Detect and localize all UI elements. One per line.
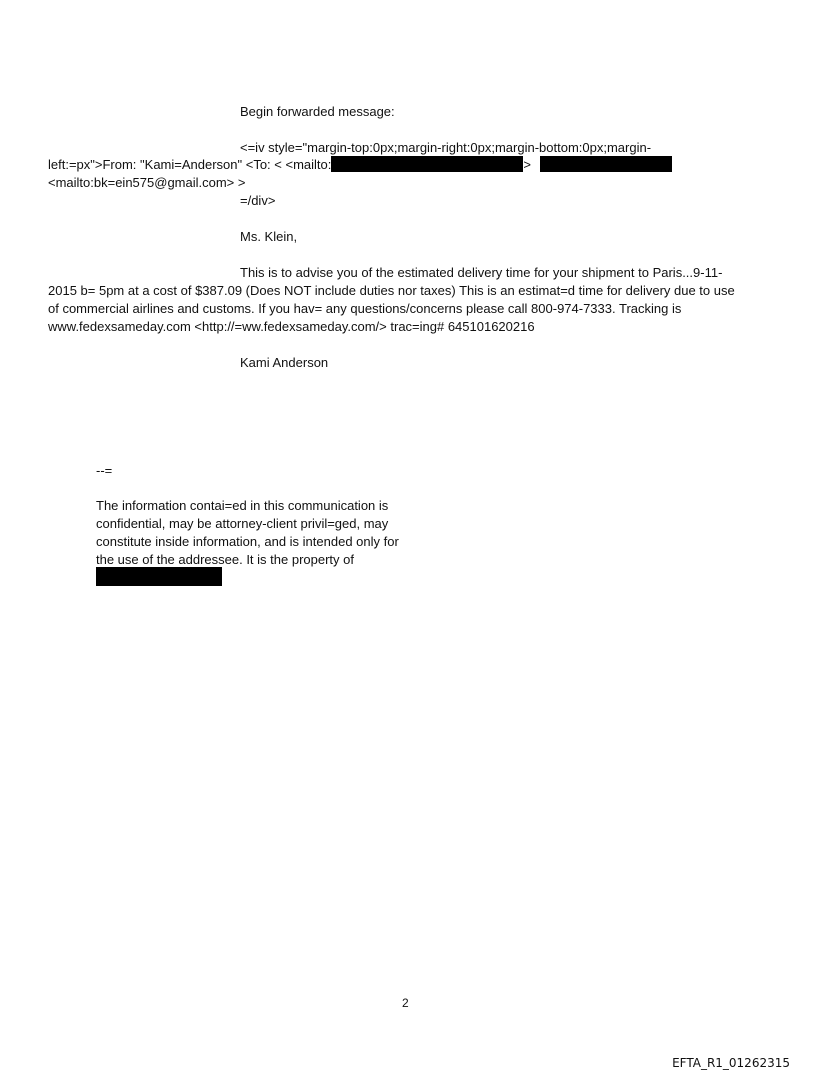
mailto-close-bracket: > (523, 157, 531, 172)
body-line: www.fedexsameday.com <http://=ww.fedexsameday.com/> trac=ing# 645101620216 (48, 319, 535, 334)
body-line: 2015 b= 5pm at a cost of $387.09 (Does NOT include duties nor taxes) This is an estimat=d time for delivery due to use (48, 283, 735, 298)
disclaimer-line: The information contai=ed in this communication is (96, 498, 389, 513)
redaction-bar (540, 156, 672, 172)
disclaimer-separator: --= (96, 463, 113, 478)
redaction-bar (331, 156, 523, 172)
html-div-open-line-1: <=iv style="margin-top:0px;margin-right:0px;margin-bottom:0px;margin- (240, 140, 652, 155)
disclaimer-line: confidential, may be attorney-client privil=ged, may (96, 516, 389, 531)
signature: Kami Anderson (240, 355, 329, 370)
from-to-text: left:=px">From: "Kami=Anderson" <To: < <mailto: (48, 157, 332, 172)
html-div-close: =/div> (240, 193, 276, 208)
body-line: This is to advise you of the estimated delivery time for your shipment to Paris...9-11- (240, 265, 723, 280)
html-div-open-line-3: <mailto:bk=ein575@gmail.com> > (48, 175, 246, 190)
document-id: EFTA_R1_01262315 (672, 1056, 790, 1070)
page-number: 2 (402, 996, 409, 1010)
disclaimer-line: constitute inside information, and is intended only for (96, 534, 399, 549)
body-line: of commercial airlines and customs. If you hav= any questions/concerns please call 800-974-7333. Tracking is (48, 301, 682, 316)
redaction-bar (96, 567, 222, 586)
greeting: Ms. Klein, (240, 229, 298, 244)
html-div-open-line-2 (48, 156, 672, 173)
forward-header: Begin forwarded message: (240, 104, 395, 119)
disclaimer-line: the use of the addressee. It is the property of (96, 552, 354, 567)
